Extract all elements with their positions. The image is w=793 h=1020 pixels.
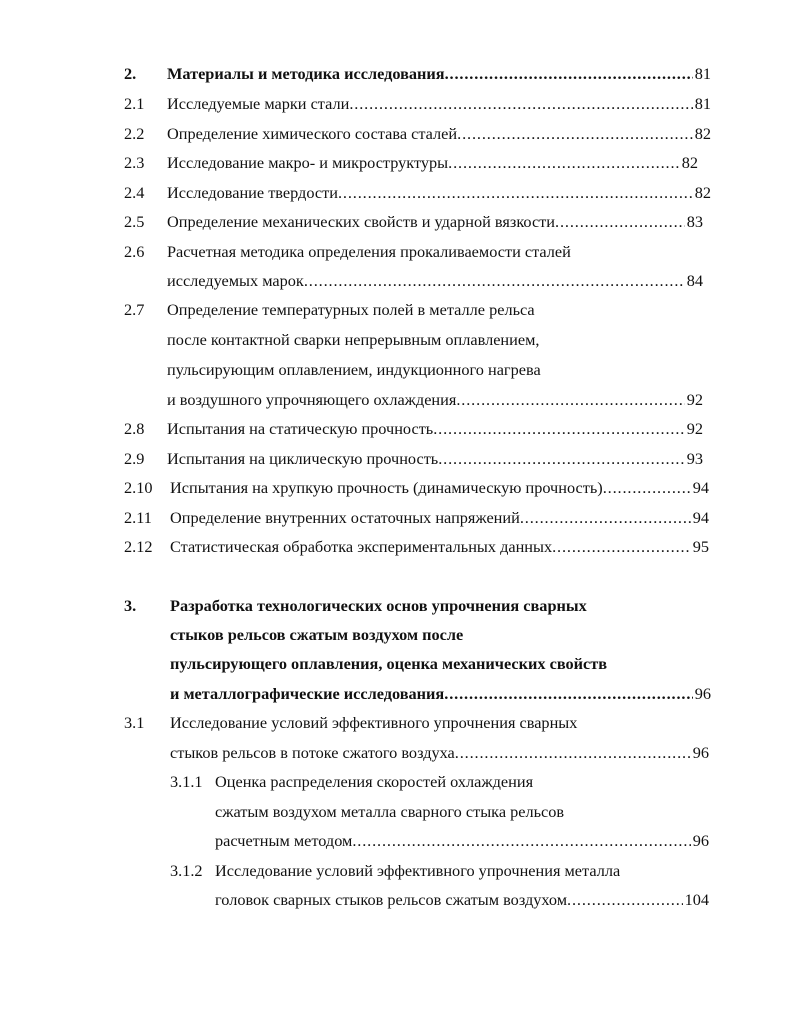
toc-page-number: 96 (692, 743, 709, 762)
toc-entry-2-8 (0, 416, 793, 442)
toc-num: 2.6 (124, 242, 145, 261)
toc-entry-3-cont2 (0, 651, 793, 677)
toc-entry-2-12 (0, 534, 793, 560)
toc-leader-row (167, 150, 698, 176)
toc-num: 2.5 (124, 212, 145, 231)
toc-num: 2.11 (124, 508, 152, 527)
toc-title-line: Расчетная методика определения прокаливаемости сталей (167, 242, 571, 261)
toc-title-line: Разработка технологических основ упрочнения сварных (170, 596, 587, 615)
toc-title-line: и металлографические исследования (170, 684, 445, 703)
toc-entry-3-1-cont (0, 740, 793, 766)
toc-leader-row (167, 91, 711, 117)
toc-leader-row (215, 828, 709, 854)
toc-entry-2-6-cont (0, 268, 793, 294)
toc-leader-row (170, 505, 709, 531)
toc-entry-3-1-2 (0, 858, 793, 884)
toc-num: 2.1 (124, 94, 145, 113)
toc-page-number: 81 (694, 64, 711, 83)
toc-page-number: 92 (686, 419, 703, 438)
toc-entry-2-7-cont3 (0, 387, 793, 413)
leader-dots (555, 209, 685, 235)
toc-title-line: и воздушного упрочняющего охлаждения (167, 390, 457, 409)
toc-leader-row (170, 534, 709, 560)
toc-entry-3-1-2-cont (0, 887, 793, 913)
toc-title-line: сжатым воздухом металла сварного стыка рельсов (215, 802, 565, 821)
toc-entry-3-1-1 (0, 769, 793, 795)
toc-num: 3. (124, 596, 137, 615)
toc-entry-2-2 (0, 121, 793, 147)
toc-entry-2-7 (0, 297, 793, 323)
toc-title-line: стыков рельсов в потоке сжатого воздуха (170, 743, 455, 762)
toc-title: Материалы и методика исследования (167, 64, 445, 83)
toc-entry-2-11 (0, 505, 793, 531)
leader-dots (603, 475, 691, 501)
toc-page-number: 94 (692, 478, 709, 497)
leader-dots (445, 61, 693, 87)
leader-dots (455, 740, 691, 766)
toc-entry-2-7-cont2 (0, 357, 793, 383)
toc-title: Исследование макро- и микроструктуры (167, 153, 449, 172)
toc-entry-3-cont1 (0, 622, 793, 648)
toc-title: Определение механических свойств и ударной вязкости (167, 212, 555, 231)
leader-dots (444, 681, 692, 707)
toc-entry-3-cont3 (0, 681, 793, 707)
toc-page-number: 95 (692, 537, 709, 556)
toc-page-number: 92 (686, 390, 703, 409)
leader-dots (456, 387, 684, 413)
toc-entry-3-1 (0, 710, 793, 736)
toc-leader-row (167, 268, 703, 294)
toc-title: Статистическая обработка экспериментальных данных (170, 537, 553, 556)
toc-title: Испытания на циклическую прочность (167, 449, 439, 468)
leader-dots (349, 91, 692, 117)
toc-leader-row (167, 121, 711, 147)
toc-num: 2.3 (124, 153, 145, 172)
toc-title-line: расчетным методом (215, 831, 353, 850)
toc-leader-row (170, 475, 709, 501)
toc-num: 3.1.1 (170, 772, 203, 791)
toc-num: 2.12 (124, 537, 153, 556)
toc-title-line: головок сварных стыков рельсов сжатым воздухом (215, 890, 568, 909)
toc-page-number: 94 (692, 508, 709, 527)
toc-entry-2 (0, 61, 793, 87)
toc-title-line: Определение температурных полей в металле рельса (167, 300, 535, 319)
toc-title-line: Исследование условий эффективного упрочнения сварных (170, 713, 578, 732)
toc-title: Исследование твердости (167, 183, 338, 202)
toc-num: 2.2 (124, 124, 145, 143)
toc-page-number: 82 (694, 124, 711, 143)
toc-leader-row (170, 740, 709, 766)
toc-leader-row (215, 887, 709, 913)
toc-num: 2.4 (124, 183, 145, 202)
toc-entry-3 (0, 593, 793, 619)
toc-num: 3.1 (124, 713, 145, 732)
toc-entry-3-1-1-cont1 (0, 799, 793, 825)
toc-leader-row (167, 61, 711, 87)
toc-leader-row (167, 180, 711, 206)
toc-leader-row (167, 387, 703, 413)
toc-entry-2-1 (0, 91, 793, 117)
toc-entry-2-4 (0, 180, 793, 206)
toc-title: Определение химического состава сталей (167, 124, 458, 143)
toc-page-number: 81 (694, 94, 711, 113)
leader-dots (433, 416, 684, 442)
toc-leader-row (167, 416, 703, 442)
leader-dots (567, 887, 683, 913)
leader-dots (520, 505, 691, 531)
toc-leader-row (167, 209, 703, 235)
toc-title-line: пульсирующим оплавлением, индукционного нагрева (167, 360, 541, 379)
toc-title: Исследуемые марки стали (167, 94, 350, 113)
toc-page-number: 82 (694, 183, 711, 202)
leader-dots (448, 150, 680, 176)
toc-entry-2-6 (0, 239, 793, 265)
toc-num: 2.10 (124, 478, 153, 497)
toc-num: 2. (124, 64, 137, 83)
toc-title-line: после контактной сварки непрерывным оплавлением, (167, 330, 540, 349)
toc-entry-2-3 (0, 150, 793, 176)
leader-dots (552, 534, 691, 560)
leader-dots (457, 121, 693, 147)
toc-entry-2-7-cont1 (0, 327, 793, 353)
toc-title: Испытания на статическую прочность (167, 419, 434, 438)
toc-title-line: пульсирующего оплавления, оценка механических свойств (170, 654, 608, 673)
leader-dots (338, 180, 693, 206)
toc-title-line: исследуемых марок (167, 271, 304, 290)
toc-title-line: стыков рельсов сжатым воздухом после (170, 625, 464, 644)
leader-dots (304, 268, 685, 294)
toc-num: 2.7 (124, 300, 145, 319)
toc-num: 2.9 (124, 449, 145, 468)
toc-entry-2-10 (0, 475, 793, 501)
toc-title-line: Исследование условий эффективного упрочнения металла (215, 861, 621, 880)
toc-num: 2.8 (124, 419, 145, 438)
leader-dots (352, 828, 690, 854)
toc-title-line: Оценка распределения скоростей охлаждения (215, 772, 534, 791)
toc-title: Испытания на хрупкую прочность (динамическую прочность) (170, 478, 603, 497)
toc-leader-row (167, 446, 703, 472)
toc-page-number: 96 (692, 831, 709, 850)
toc-entry-3-1-1-cont2 (0, 828, 793, 854)
toc-page-number: 82 (681, 153, 698, 172)
toc-entry-2-5 (0, 209, 793, 235)
toc-leader-row (170, 681, 711, 707)
toc-entry-2-9 (0, 446, 793, 472)
toc-page-number: 93 (686, 449, 703, 468)
leader-dots (438, 446, 684, 472)
toc-page-number: 104 (684, 890, 709, 909)
toc-title: Определение внутренних остаточных напряжений (170, 508, 520, 527)
toc-num: 3.1.2 (170, 861, 203, 880)
toc-page-number: 83 (686, 212, 703, 231)
toc-page-number: 84 (686, 271, 703, 290)
toc-page-number: 96 (694, 684, 711, 703)
